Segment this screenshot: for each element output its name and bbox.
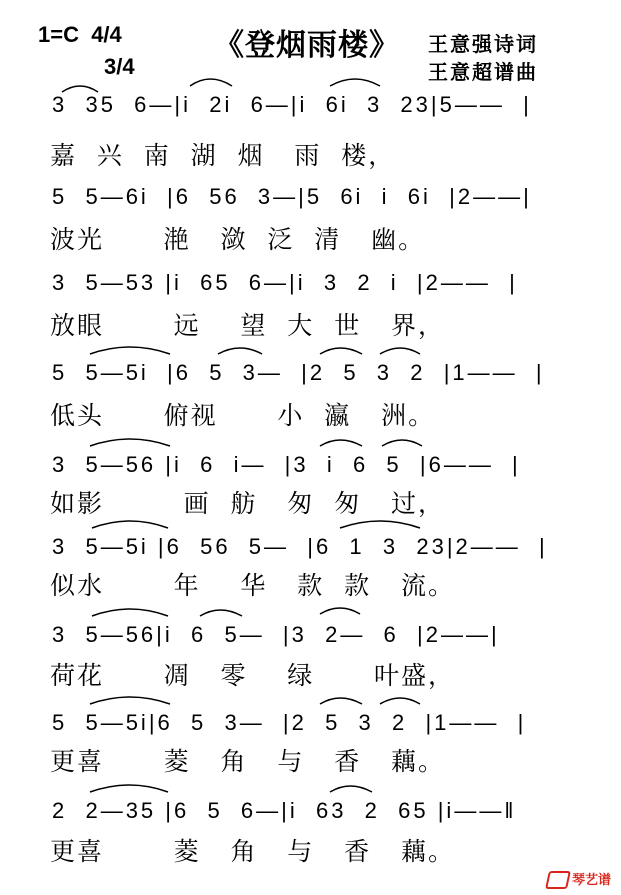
slur-arc [92, 521, 168, 528]
slur-arc [90, 439, 170, 446]
notation-line: 3 5—56 |i 6 i— |3 i 6 5 |6—— | [52, 452, 521, 477]
lyrics-line: 更喜 菱 角 与 香 藕。 [50, 837, 455, 866]
slur-arc [62, 86, 98, 92]
slur-arc [330, 786, 372, 792]
slur-arc [90, 697, 170, 704]
slur-arc [190, 79, 232, 86]
lyrics-line: 低头 俯视 小 瀛 洲。 [50, 401, 436, 430]
alternate-meter: 3/4 [104, 54, 135, 79]
notation-line: 5 5—6i |6 56 3—|5 6i i 6i |2——| [52, 184, 532, 209]
slur-arc [218, 348, 262, 354]
lyrics-line: 更喜 菱 角 与 香 藕。 [50, 747, 446, 776]
slur-arc [92, 609, 168, 616]
composer-credit: 王意超谱曲 [428, 60, 538, 84]
slur-arc [90, 785, 168, 792]
watermark [538, 854, 611, 890]
notation-line: 5 5—5i|6 5 3— |2 5 3 2 |1—— | [52, 710, 527, 735]
notation-line: 2 2—35 |6 5 6—|i 63 2 65 |i——‖ [52, 798, 517, 823]
lyrics-line: 放眼 远 望 大 世 界， [50, 311, 446, 340]
slur-arc [200, 610, 242, 616]
notation-line: 3 35 6—|i 2i 6—|i 6i 3 23|5—— | [52, 92, 532, 117]
slur-arc [320, 608, 360, 614]
slur-arc [330, 79, 380, 86]
slur-arc [320, 348, 362, 354]
logo-icon [545, 871, 571, 889]
lyrics-line: 似水 年 华 款 款 流。 [50, 571, 455, 600]
slur-arc [380, 698, 420, 704]
notation-line: 3 5—53 |i 65 6—|i 3 2 i |2—— | [52, 270, 518, 295]
slur-arc [340, 521, 420, 528]
notation-line: 5 5—5i |6 5 3— |2 5 3 2 |1—— | [52, 360, 545, 385]
lyrics-line: 如影 画 舫 匆 匆 过， [50, 489, 446, 518]
slur-arc [320, 440, 362, 446]
slur-arc [320, 698, 362, 704]
notation-line: 3 5—5i |6 56 5— |6 1 3 23|2—— | [52, 534, 548, 559]
lyrics-line: 嘉 兴 南 湖 烟 雨 楼， [50, 141, 396, 170]
song-title: 《登烟雨楼》 [214, 28, 400, 63]
watermark-text: 琴艺谱 [571, 872, 611, 888]
lyrics-line: 荷花 凋 零 绿 叶盛， [50, 661, 455, 690]
slur-arc [382, 440, 422, 446]
notation-line: 3 5—56|i 6 5— |3 2— 6 |2——| [52, 622, 500, 647]
lyricist-credit: 王意强诗词 [428, 32, 538, 56]
slur-arc [90, 347, 170, 354]
slur-arc [380, 348, 420, 354]
key-signature: 1=C 4/4 [38, 22, 122, 47]
lyrics-line: 波光 滟 潋 泛 清 幽。 [50, 225, 426, 254]
